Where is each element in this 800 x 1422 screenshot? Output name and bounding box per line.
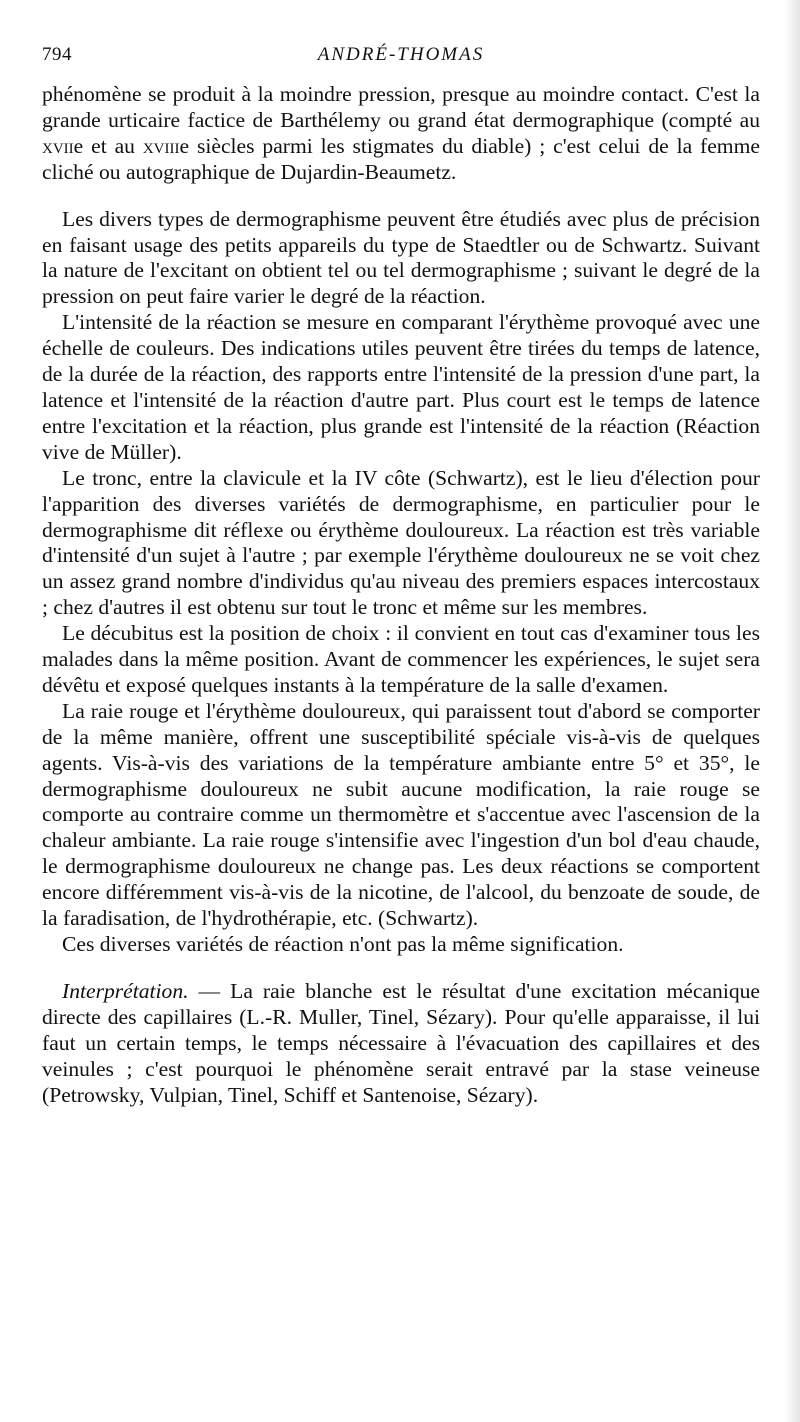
- century-roman-17: xvii: [42, 133, 74, 158]
- paragraph-urticaire: phénomène se produit à la moindre pression, presque au moindre contact. C'est la grande urticaire factice de Barthélemy ou grand état dermographique (compté au xviie et au xviiie siècles parmi les stigmates du diable) ; c'est celui de la femme cliché ou autographique de Dujardin-Beaumetz.: [42, 82, 760, 184]
- century-roman-18: xviii: [142, 133, 180, 158]
- paragraph-decubitus: Le décubitus est la position de choix : il convient en tout cas d'examiner tous les malades dans la même position. Avant de commencer les expériences, le sujet sera dévêtu et exposé quelques instants à la température de la salle d'examen.: [42, 621, 760, 697]
- paragraph-raie-rouge: La raie rouge et l'érythème douloureux, qui paraissent tout d'abord se comporter de la même manière, offrent une susceptibilité spéciale vis-à-vis de quelques agents. Vis-à-vis des variations de la température ambiante entre 5° et 35°, le dermographisme douloureux ne subit aucune modification, la raie rouge se comporte au contraire comme un thermomètre et s'accentue avec l'ascension de la chaleur ambiante. La raie rouge s'intensifie avec l'ingestion d'un bol d'eau chaude, le dermographisme douloureux ne change pas. Les deux réactions se comportent encore différemment vis-à-vis de la nicotine, de l'alcool, du benzoate de soude, de la faradisation, de l'hydrothérapie, etc. (Schwartz).: [42, 698, 760, 931]
- paragraph-tronc: Le tronc, entre la clavicule et la IV côte (Schwartz), est le lieu d'élection pour l'apparition des diverses variétés de dermographisme, en particulier pour le dermographisme dit réflexe ou érythème douloureux. La réaction est très variable d'intensité d'un sujet à l'autre ; par exemple l'érythème douloureux ne se voit chez un assez grand nombre d'individus qu'au niveau des premiers espaces intercostaux ; chez d'autres il est obtenu sur tout le tronc et même sur les membres.: [42, 465, 760, 620]
- body-text: [42, 82, 760, 1108]
- paragraph-types: Les divers types de dermographisme peuvent être étudiés avec plus de précision en faisant usage des petits appareils du type de Staedtler ou de Schwartz. Suivant la nature de l'excitant on obtient tel ou tel dermographisme ; suivant le degré de la pression on peut faire varier le degré de la réaction.: [42, 206, 760, 309]
- page-edge-shadow: [784, 0, 800, 1422]
- page-number: 794: [42, 44, 72, 65]
- paragraph-intensite: L'intensité de la réaction se mesure en comparant l'érythème provoqué avec une échelle de couleurs. Des indications utiles peuvent être tirées du temps de latence, de la durée de la réaction, des rapports entre l'intensité de la pression d'une part, la latence et l'intensité de la réaction d'autre part. Plus court est le temps de latence entre l'excitation et la réaction, plus grande est l'intensité de la réaction (Réaction vive de Müller).: [42, 310, 760, 464]
- section-heading-interpretation: Interprétation.: [62, 978, 189, 1003]
- running-title: ANDRÉ-THOMAS: [317, 44, 485, 65]
- section-gap: [42, 958, 760, 979]
- paragraph-interpretation: Interprétation. — La raie blanche est le résultat d'une excitation mécanique directe des capillaires (L.-R. Muller, Tinel, Sézary). Pour qu'elle apparaisse, il lui faut un certain temps, le temps nécessaire à l'évacuation des capillaires et des veinules ; c'est pourquoi le phénomène serait entravé par la stase veineuse (Petrowsky, Vulpian, Tinel, Schiff et Santenoise, Sézary).: [42, 978, 760, 1107]
- paragraph-varietes: Ces diverses variétés de réaction n'ont pas la même signification.: [62, 932, 624, 956]
- page-header: [42, 38, 760, 68]
- section-gap: [42, 186, 760, 207]
